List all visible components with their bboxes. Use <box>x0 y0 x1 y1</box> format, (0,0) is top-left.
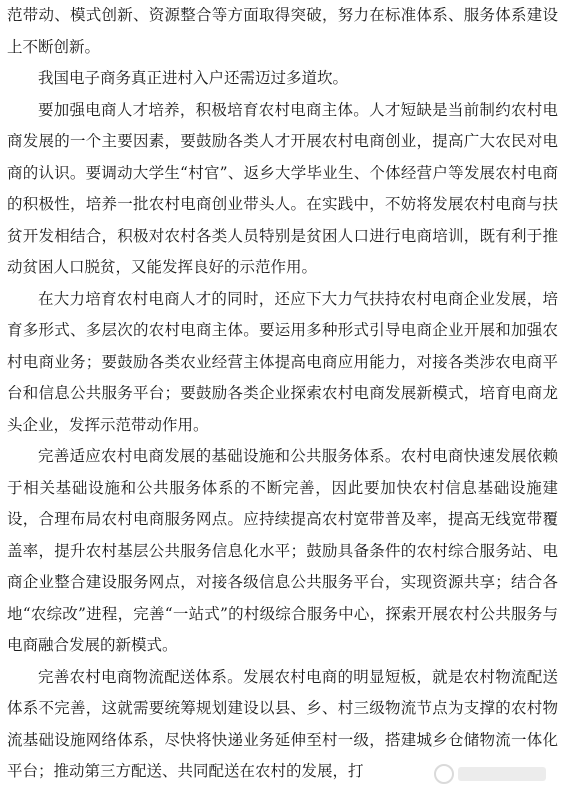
paragraph-infrastructure: 完善适应农村电商发展的基础设施和公共服务体系。农村电商快速发展依赖于相关基础设施和公共服务体系的不断完善，因此要加快农村信息基础设施建设，合理布局农村电商服务网点。应持续提高农村宽带普及率，提高无线宽带覆盖率，提升农村基层公共服务信息化水平；鼓励具备条件的农村综合服务站、电商企业整合建设服务网点，对接各级信息公共服务平台，实现资源共享；结合各地“农综改”进程，完善“一站式”的村级综合服务中心，探索开展农村公共服务与电商融合发展的新模式。 <box>7 447 558 654</box>
paragraph-enterprise: 在大力培育农村电商人才的同时，还应下大力气扶持农村电商企业发展，培育多形式、多层次的农村电商主体。要运用多种形式引导电商企业开展和加强农村电商业务；要鼓励各类农业经营主体提高电商应用能力，对接各类涉农电商平台和信息公共服务平台；要鼓励各类企业探索农村电商发展新模式，培育电商龙头企业，发挥示范带动作用。 <box>7 289 558 434</box>
paragraph-heading-line: 我国电子商务真正进村入户还需迈过多道坎。 <box>38 69 349 87</box>
paragraph-continued: 范带动、模式创新、资源整合等方面取得突破，努力在标准体系、服务体系建设上不断创新。 <box>7 6 558 56</box>
paragraph-talent: 要加强电商人才培养，积极培育农村电商主体。人才短缺是当前制约农村电商发展的一个主要因素，要鼓励各类人才开展农村电商创业，提高广大农民对电商的认识。要调动大学生“村官”、返乡大学毕业生、个体经营户等发展农村电商的积极性，培养一批农村电商创业带头人。在实践中，不妨将发展农村电商与扶贫开发相结合，积极对农村各类人员特别是贫困人口进行电商培训，既有利于推动贫困人口脱贫，又能发挥良好的示范作用。 <box>7 100 558 276</box>
paragraph-logistics: 完善农村电商物流配送体系。发展农村电商的明显短板，就是农村物流配送体系不完善，这就需要统筹规划建设以县、乡、村三级物流节点为支撑的农村物流基础设施网络体系，尽快将快递业务延伸至村一级，搭建城乡仓储物流一体化平台；推动第三方配送、共同配送在农村的发展，打 <box>7 667 558 780</box>
